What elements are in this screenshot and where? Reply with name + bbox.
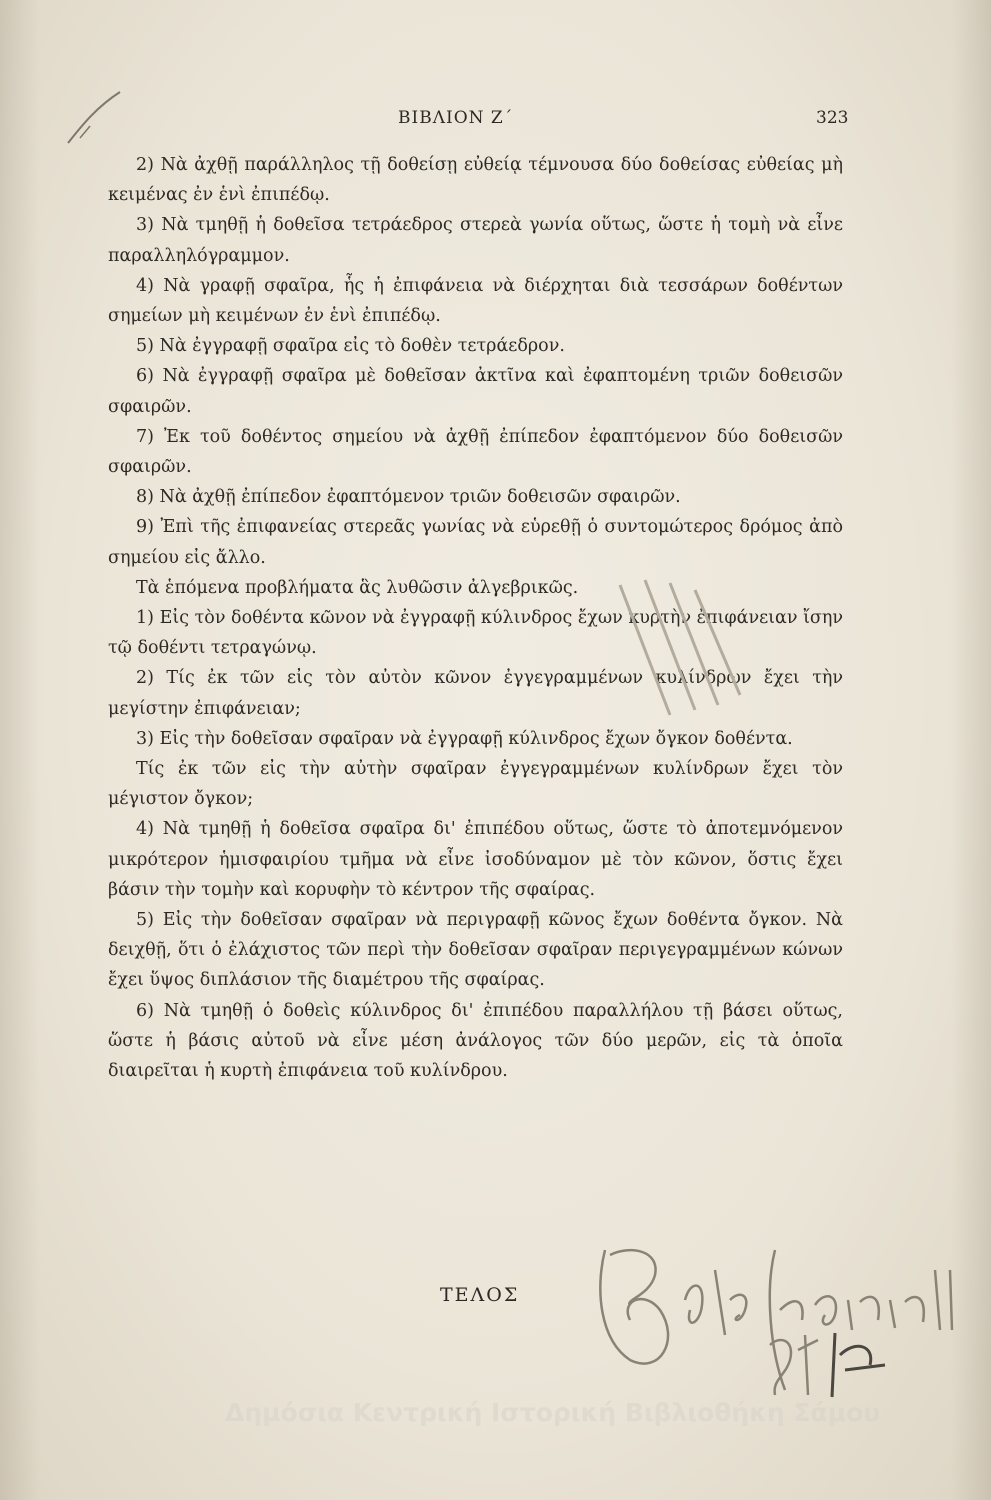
problem-paragraph: 5) Νὰ ἐγγραφῇ σφαῖρα εἰς τὸ δοθὲν τετράεδρον. <box>136 336 565 357</box>
problem-paragraph: 2) Νὰ ἀχθῇ παράλληλος τῇ δοθείσῃ εὐθείᾳ τέμνουσα δύο δοθείσας εὐθείας μὴ κειμένας ἐν ἑνὶ ἐπιπέδῳ. <box>108 155 843 206</box>
problem-paragraph: 8) Νὰ ἀχθῇ ἐπίπεδον ἐφαπτόμενον τριῶν δοθεισῶν σφαιρῶν. <box>136 487 681 508</box>
problem-paragraph: 2) Τίς ἐκ τῶν εἰς τὸν αὐτὸν κῶνον ἐγγεγραμμένων κυλίνδρων ἔχει τὴν μεγίστην ἐπιφάνειαν; <box>108 668 843 719</box>
library-watermark: Δημόσια Κεντρική Ιστορική Βιβλιοθήκη Σάμου <box>225 1398 881 1427</box>
problem-paragraph: 1) Εἰς τὸν δοθέντα κῶνον νὰ ἐγγραφῇ κύλινδρος ἔχων κυρτὴν ἐπιφάνειαν ἴσην τῷ δοθέντι τετραγώνῳ. <box>108 608 843 659</box>
handwritten-number-mark <box>760 1325 900 1405</box>
pencil-strokes-mark <box>600 575 780 725</box>
page-header <box>0 108 991 138</box>
problem-paragraph: 3) Νὰ τμηθῇ ἡ δοθεῖσα τετράεδρος στερεὰ γωνία οὕτως, ὥστε ἡ τομὴ νὰ εἶνε παραλληλόγραμμον. <box>108 215 843 266</box>
problem-paragraph: 5) Εἰς τὴν δοθεῖσαν σφαῖραν νὰ περιγραφῇ κῶνος ἔχων δοθέντα ὄγκον. Νὰ δειχθῇ, ὅτι ὁ ἐλάχιστος τῶν περὶ τὴν δοθεῖσαν σφαῖραν περιγεγραμμένων κώνων ἔχει ὕψος διπλάσιον τῆς διαμέτρου τῆς σφαίρας. <box>108 910 843 991</box>
problem-paragraph: 9) Ἐπὶ τῆς ἐπιφανείας στερεᾶς γωνίας νὰ εὑρεθῇ ὁ συντομώτερος δρόμος ἀπὸ σημείου εἰς ἄλλο. <box>108 517 843 568</box>
end-mark: ΤΕΛΟΣ <box>440 1284 520 1306</box>
problem-paragraph: Τίς ἐκ τῶν εἰς τὴν αὐτὴν σφαῖραν ἐγγεγραμμένων κυλίνδρων ἔχει τὸν μέγιστον ὄγκον; <box>108 759 843 810</box>
section-intro: Τὰ ἑπόμενα προβλήματα ἃς λυθῶσιν ἀλγεβρικῶς. <box>136 577 579 598</box>
page-number: 323 <box>816 108 849 128</box>
problem-paragraph: 4) Νὰ γραφῇ σφαῖρα, ἧς ἡ ἐπιφάνεια νὰ διέρχηται διὰ τεσσάρων δοθέντων σημείων μὴ κειμένων ἐν ἑνὶ ἐπιπέδῳ. <box>108 275 843 327</box>
problem-paragraph: 3) Εἰς τὴν δοθεῖσαν σφαῖραν νὰ ἐγγραφῇ κύλινδρος ἔχων ὄγκον δοθέντα. <box>136 728 793 749</box>
page-edge-shadow-left <box>0 0 40 1500</box>
problem-paragraph: 6) Νὰ τμηθῇ ὁ δοθεὶς κύλινδρος δι' ἐπιπέδου παραλλήλου τῇ βάσει οὕτως, ὥστε ἡ βάσις αὐτοῦ νὰ εἶνε μέση ἀνάλογος τῶν δύο μερῶν, εἰς τὰ ὁποῖα διαιρεῖται ἡ κυρτὴ ἐπιφάνεια τοῦ κυλίνδρου. <box>108 1000 843 1082</box>
problem-paragraph: 4) Νὰ τμηθῇ ἡ δοθεῖσα σφαῖρα δι' ἐπιπέδου οὕτως, ὥστε τὸ ἀποτεμνόμενον μικρότερον ἡμισφαιρίου τμῆμα νὰ εἶνε ἰσοδύναμον μὲ τὸν κῶνον, ὅστις ἔχει βάσιν τὴν τομὴν καὶ κορυφὴν τὸ κέντρον τῆς σφαίρας. <box>108 819 843 900</box>
problem-paragraph: 6) Νὰ ἐγγραφῇ σφαῖρα μὲ δοθεῖσαν ἀκτῖνα καὶ ἐφαπτομένη τριῶν δοθεισῶν σφαιρῶν. <box>108 366 843 417</box>
running-title: ΒΙΒΛΙΟΝ Ζ΄ <box>398 108 514 128</box>
problem-paragraph: 7) Ἐκ τοῦ δοθέντος σημείου νὰ ἀχθῇ ἐπίπεδον ἐφαπτόμενον δύο δοθεισῶν σφαιρῶν. <box>108 426 843 478</box>
